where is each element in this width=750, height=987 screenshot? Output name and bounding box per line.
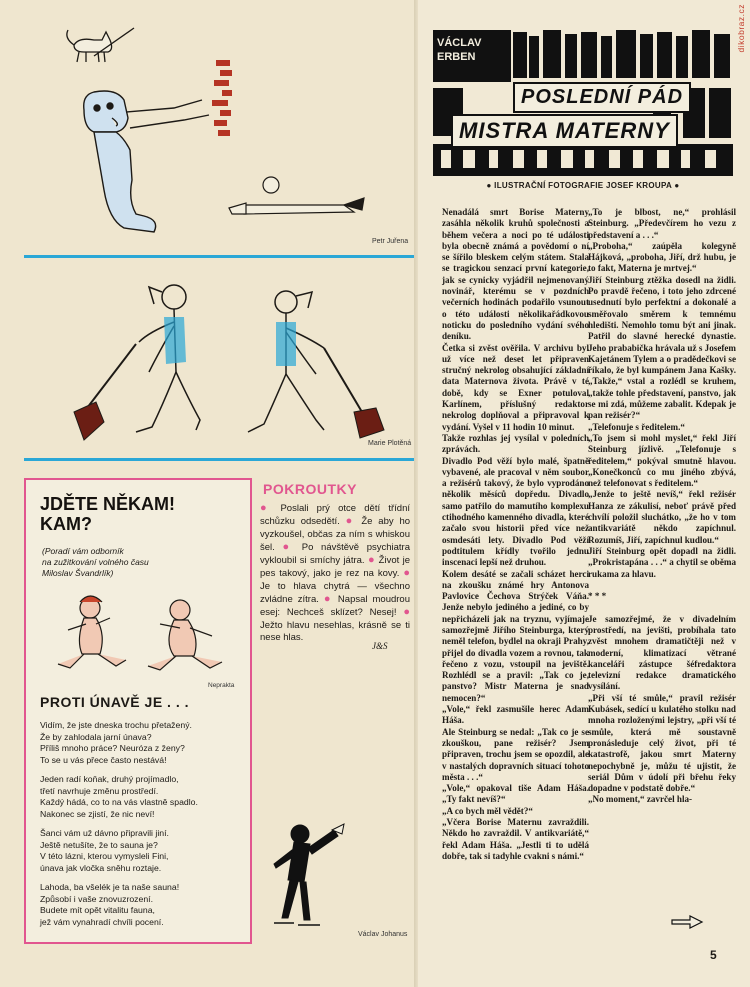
pokroutky-text — [260, 502, 410, 644]
article-column-1: Nenadálá smrt Borise Materny zasáhla několik kruhů společnosti a během večera a noci po té události byla obecně známá a povědomí o ní se šířilo bleskem celým státem. Stala se tragickou senzací první kategorie, jak se cynicky vyjádřil nejmenovaný novinář, kterému se v pozdních večerních hodinách podařilo vsunout o této události několikařádkovou noticku do posledního vydání svého deníku. Četka si zvěst ověřila. V archivu byl už více než deset let připraven stručný nekrolog obsahující základní data Maternova života. Právě v té době, kdy se Exner potuloval Karlínem, příslušný redaktor nekrolog doplňoval a připravoval k vydání. Vyšel v 11 hodin 10 minut. Takže rozhlas jej vysílal v poledních zprávách. Divadlo Pod věží bylo malé, špatně vybavené, ale pracoval v něm soubor a režisérů takový, že bylo vyprodáno několik měsíců dopředu. Divadlo samo patřilo do mamutího komplexu ctihodného kamenného divadla, které začalo svou historii před více než osmdesáti lety. Divadlo Pod věží podtitulem křídly tvořilo jednu inscenaci lepší než druhou. Kolem desáté se začali scházet herci na zkoušku známé hry Antonova Pavlovice Čechova Strýček Váňa. Jenže nebylo jediného a jediné, co by nepřicházeli jak na tryznu, vyjímaje samozřejmě Jiřího Steinburga, který neměl telefon, bydlel na okraji Prahy, přijel do divadla vozem a rovnou, tak řečeno z vozu, vstoupil na jeviště. Rozhlédl se a pravil: „Tak co je, panstvo? Mistr Materna je snad nemocen?“ „Vole,“ řekl zasmušile herec Adam Háša. Ale Steinburg se nedal: „Tak co je se zkouškou, pane režisér? Jsem připraven, trochu jsem se opozdil, ale v nastalých dopravních situací tohoto města . . .“ „Vole,“ opakoval tiše Adam Háša. „Ty fakt nevíš?“ „A co bych měl vědět?“ „Včera Borise Maternu zavraždili. Někdo ho zavraždil. V antikvariátě,“ řekl Adam Háša. „Jestli ti to udělá dobře, tak si tadyhle cvakni s námi.“ — [442, 207, 589, 861]
bullet-dot: ● — [403, 567, 410, 580]
poem-stanza-1: Vidím, že jste dneska trochu přetažený. Že by zahlodala jarní únava? Příliš mnoho práce? Neuróza z ženy? To se u vás přece často nestává! — [40, 720, 192, 765]
article-header — [433, 30, 733, 180]
bullet-dot: ● — [282, 540, 295, 553]
pokroutky-item: Po návštěvě psychiatra vykloubil si smíchy játra. — [260, 541, 410, 567]
bullet-dot: ● — [260, 502, 273, 514]
pokroutky-item: Život je pes takový, jako je rez na kovy. — [260, 555, 411, 580]
author-first-name: VÁCLAV — [437, 37, 482, 49]
box-title: JDĚTE NĚKAM! KAM? — [40, 494, 176, 534]
bullet-dot: ● — [345, 515, 356, 528]
title-line-1: POSLEDNÍ PÁD — [513, 82, 691, 113]
poem-stanza-3: Šanci vám už dávno připravili jiní. Ještě netušíte, že to sauna je? V této lázni, kterou vymysleli Fini, únava jak vločka sněhu roztaje. — [40, 828, 169, 873]
pokroutky-signature: J&S — [372, 641, 388, 651]
box-subtitle: PROTI ÚNAVĚ JE . . . — [40, 694, 189, 710]
cartoon-sweepers-illustration — [24, 262, 414, 452]
site-logo-text: dikobraz.cz — [736, 4, 746, 53]
bullet-dot: ● — [403, 606, 410, 619]
author-box — [433, 30, 511, 82]
bullet-dot: ● — [323, 593, 333, 606]
right-page — [418, 0, 750, 987]
photo-caption: ● ILUSTRAČNÍ FOTOGRAFIE JOSEF KROUPA ● — [486, 181, 680, 190]
divider-rule-2 — [24, 458, 414, 461]
pokroutky-title: POKROUTKY — [263, 481, 357, 497]
sidebar-box — [24, 478, 252, 944]
title-line-2: MISTRA MATERNY — [451, 114, 678, 148]
credit-juren: Petr Juřena — [372, 238, 409, 245]
cartoon-skater-illustration — [264, 820, 414, 940]
author-last-name: ERBEN — [437, 51, 476, 63]
credit-johanus: Václav Johanus — [358, 931, 408, 938]
page-number: 5 — [710, 948, 717, 962]
pokroutky-item: Je to hlava chytrá — všechno zvládne zítra. — [260, 580, 410, 606]
article-column-2: „To je blbost, ne,“ prohlásil Steinburg. „Předevčírem ho vezu z představení a . . .“ „Proboha,“ zaúpěla kolegyně Hájková, „proboha, Jiří, drž hubu, je to fakt, Materna je mrtvej.“ Jiří Steinburg ztěžka dosedl na židli. Po pravdě řečeno, i toto jeho zdrcené usednutí bylo perfektní a dokonalé a směřovalo směrem k temnému hledišti. Nemohlo tomu být ani jinak. Patřil do slavné herecké dynastie. Jeho prababička hrávala už s Josefem Kajetánem Tylem a o pradědečkovi se říkalo, že byl kumpánem Jana Kašky. „Takže,“ vstal a rozlédl se kruhem, „takže tohle představení, panstvo, jak se mi zdá, můžeme zabalit. Kdepak je pan režisér?“ „Telefonuje s ředitelem.“ „To jsem si mohl myslet,“ řekl Jiří Steinburg jízlivě. „Telefonuje s ředitelem,“ pokýval smutně hlavou. „Konečkonců co mu jiného zbývá, než telefonovat s ředitelem.“ „Jenže to ještě nevíš,“ řekl režisér Hanza ze zákulisí, neboť právě před chvílí položil sluchátko, „že ho v tom antikvariátě někdo zapíchnul. Rozumíš, Jiří, zapíchnul kudlou.“ Jiří Steinburg opět dopadl na židli. „Prokristapána . . .“ a chytil se oběma rukama za hlavu. * * * Je samozřejmé, že v divadelním prostředí, na jevišti, probíhala tato zvěst mnohem dramatičtěji než v moderní, klimatizací větrané kanceláři zástupce šéfredaktora televizní redakce dramatického vysílání. „Při vší té smůle,“ pravil režisér Kubásek, sedící u kulatého stolku nad mnoha rozloženými lejstry, „při vší té smůle, která mě soustavně pronásleduje celý život, při té katastrofě, jakou smrt Materny nepochybně je, můžu té ujistit, že seriál Dům v údolí při břehu řeky dopadne v podstatě dobře.“ „No moment,“ zavrčel hla- — [588, 207, 736, 805]
pokroutky-item: Že aby ho vyzkoušel, občas za ním s whiskou šel. — [260, 516, 411, 553]
cartoon-runners-illustration — [40, 584, 240, 680]
divider-rule — [24, 255, 414, 258]
poem-stanza-2: Jeden radí koňak, druhý projímadlo, třetí navrhuje změnu prostředí. Každý hádá, co to na vás vlastně spadlo. Nakonec se zjistí, že nic neví! — [40, 774, 198, 819]
pointing-hand-icon — [670, 912, 704, 932]
poem-stanza-4: Lahoda, ba všelék je ta naše sauna! Způsobí i vaše znovuzrození. Budete mít opět vitalitu fauna, jež vám vynahradí chvíli pocení. — [40, 882, 180, 927]
pokroutky-item: Poslali prý otce dětí třídní schůzku odsedětí. — [260, 503, 410, 528]
credit-plotena: Marie Plotěná — [368, 440, 412, 447]
credit-neprakta: Neprakta — [208, 682, 235, 689]
bullet-dot: ● — [367, 554, 376, 567]
pokroutky-item: Ježto hlavu nesehlas, krásně se ti nese hlas. — [260, 619, 410, 643]
box-intro: (Poradí vám odborník na zužitkování volného času Miloslav Švandrlík) — [42, 546, 149, 578]
pokroutky-item: Napsal moudrou esej: Nechceš sklízet? Nesej! — [260, 594, 410, 619]
cartoon-dog-illustration — [24, 0, 414, 250]
